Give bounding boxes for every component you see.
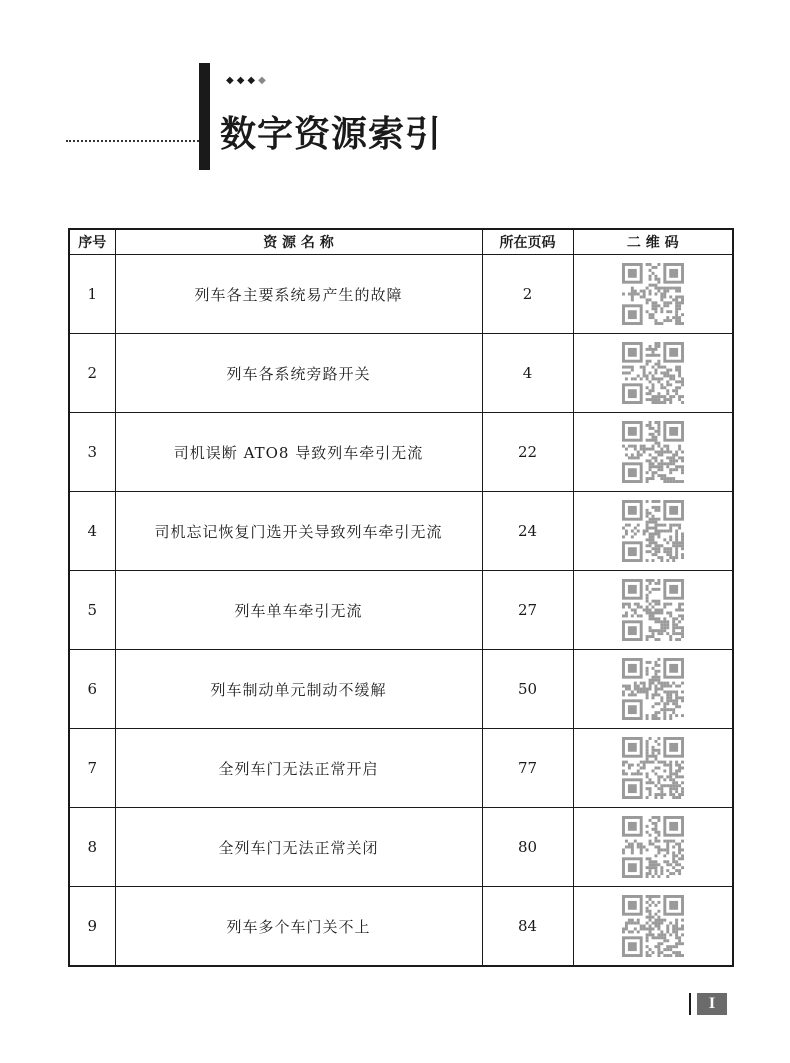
row-page: 27	[482, 571, 573, 650]
row-page: 50	[482, 650, 573, 729]
header-page: 所在页码	[482, 229, 573, 255]
qr-code-icon[interactable]	[622, 342, 684, 404]
row-no: 6	[69, 650, 115, 729]
qr-code-icon[interactable]	[622, 658, 684, 720]
row-page: 80	[482, 808, 573, 887]
row-name: 司机忘记恢复门选开关导致列车牵引无流	[115, 492, 482, 571]
table-row	[69, 887, 733, 967]
row-no: 5	[69, 571, 115, 650]
title-accent-bar	[199, 63, 210, 170]
row-no: 2	[69, 334, 115, 413]
row-name: 列车单车牵引无流	[115, 571, 482, 650]
row-no: 8	[69, 808, 115, 887]
qr-cell	[573, 255, 733, 334]
row-name: 全列车门无法正常开启	[115, 729, 482, 808]
row-no: 3	[69, 413, 115, 492]
page-title: 数字资源索引	[220, 114, 443, 155]
table-row	[69, 808, 733, 887]
qr-code-icon[interactable]	[622, 579, 684, 641]
qr-cell	[573, 571, 733, 650]
diamond-icon: ◆	[226, 75, 234, 86]
qr-code-icon[interactable]	[622, 737, 684, 799]
row-page: 2	[482, 255, 573, 334]
table-row	[69, 255, 733, 334]
table-header-row	[69, 229, 733, 255]
row-page: 77	[482, 729, 573, 808]
row-name: 司机误断 ATO8 导致列车牵引无流	[115, 413, 482, 492]
row-no: 9	[69, 887, 115, 967]
diamond-icon: ◆	[236, 75, 245, 86]
row-page: 4	[482, 334, 573, 413]
page-footer	[689, 993, 727, 1015]
qr-cell	[573, 334, 733, 413]
title-dotted-line	[66, 140, 199, 142]
qr-code-icon[interactable]	[622, 895, 684, 957]
qr-cell	[573, 808, 733, 887]
qr-cell	[573, 729, 733, 808]
row-no: 7	[69, 729, 115, 808]
row-page: 24	[482, 492, 573, 571]
qr-code-icon[interactable]	[622, 263, 684, 325]
header-no: 序号	[69, 229, 115, 255]
page-number-rule	[689, 993, 691, 1015]
table-row	[69, 571, 733, 650]
header-qr: 二 维 码	[573, 229, 733, 255]
header-name: 资 源 名 称	[115, 229, 482, 255]
table-row	[69, 413, 733, 492]
diamond-icon: ◆	[247, 75, 256, 86]
row-name: 列车制动单元制动不缓解	[115, 650, 482, 729]
table-row	[69, 729, 733, 808]
row-no: 1	[69, 255, 115, 334]
row-name: 列车各主要系统易产生的故障	[115, 255, 482, 334]
diamond-icon: ◆	[258, 75, 266, 86]
qr-cell	[573, 650, 733, 729]
row-name: 列车多个车门关不上	[115, 887, 482, 967]
qr-cell	[573, 492, 733, 571]
resource-index-table	[68, 228, 734, 967]
qr-code-icon[interactable]	[622, 421, 684, 483]
page-number: I	[697, 993, 727, 1015]
row-no: 4	[69, 492, 115, 571]
row-name: 全列车门无法正常关闭	[115, 808, 482, 887]
table-row	[69, 650, 733, 729]
row-name: 列车各系统旁路开关	[115, 334, 482, 413]
table-row	[69, 334, 733, 413]
qr-code-icon[interactable]	[622, 500, 684, 562]
table-row	[69, 492, 733, 571]
qr-cell	[573, 413, 733, 492]
title-diamonds	[226, 75, 266, 87]
qr-code-icon[interactable]	[622, 816, 684, 878]
row-page: 84	[482, 887, 573, 967]
row-page: 22	[482, 413, 573, 492]
qr-cell	[573, 887, 733, 967]
